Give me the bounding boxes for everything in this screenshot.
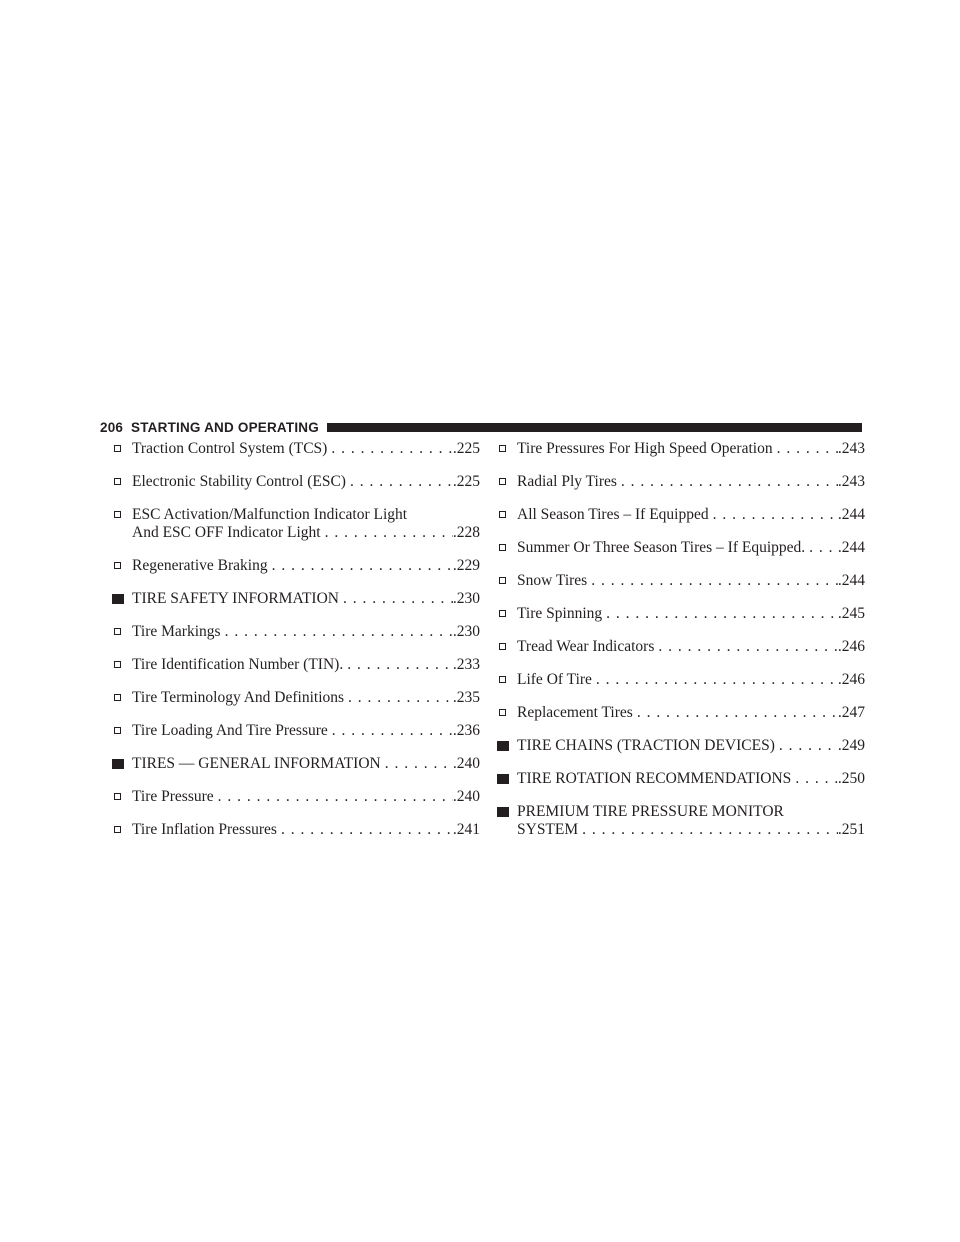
toc-line bbox=[517, 770, 865, 788]
toc-line bbox=[132, 506, 480, 524]
toc-subsection-entry[interactable] bbox=[497, 605, 865, 623]
toc-subsection-entry[interactable] bbox=[497, 572, 865, 590]
toc-page-number: .240 bbox=[452, 788, 480, 805]
toc-page-number: .246 bbox=[837, 671, 865, 688]
toc-page-number: .246 bbox=[837, 638, 865, 655]
toc-line bbox=[132, 440, 480, 458]
toc-title: Tire Pressure bbox=[132, 788, 214, 805]
toc-page-number: .243 bbox=[837, 440, 865, 457]
hollow-square-bullet-icon bbox=[499, 676, 506, 683]
toc-title: All Season Tires – If Equipped bbox=[517, 506, 709, 523]
toc-line bbox=[517, 638, 865, 656]
toc-line bbox=[517, 821, 865, 839]
toc-page-number: .244 bbox=[837, 572, 865, 589]
toc-title: Radial Ply Tires bbox=[517, 473, 617, 490]
toc-line bbox=[132, 557, 480, 575]
dot-leader bbox=[633, 704, 838, 722]
toc-page-number: .230 bbox=[452, 590, 480, 607]
hollow-square-bullet-icon bbox=[114, 628, 121, 635]
toc-title: TIRE SAFETY INFORMATION bbox=[132, 590, 339, 607]
toc-subsection-entry[interactable] bbox=[497, 671, 865, 689]
dot-leader bbox=[805, 539, 838, 557]
toc-title: Replacement Tires bbox=[517, 704, 633, 721]
toc-title: Tire Loading And Tire Pressure bbox=[132, 722, 328, 739]
dot-leader bbox=[381, 755, 453, 773]
toc-line bbox=[517, 704, 865, 722]
toc-page-number: .233 bbox=[452, 656, 480, 673]
toc-section-entry[interactable] bbox=[112, 755, 480, 773]
dot-leader bbox=[578, 821, 838, 839]
toc-line bbox=[517, 605, 865, 623]
toc-page-number: .235 bbox=[452, 689, 480, 706]
toc-page-number: .230 bbox=[452, 623, 480, 640]
toc-line bbox=[132, 722, 480, 740]
hollow-square-bullet-icon bbox=[499, 544, 506, 551]
toc-page-number: .245 bbox=[837, 605, 865, 622]
header-label: 206 STARTING AND OPERATING bbox=[100, 419, 319, 435]
toc-title: Summer Or Three Season Tires – If Equipped. bbox=[517, 539, 806, 556]
toc-subsection-entry[interactable] bbox=[497, 473, 865, 491]
toc-line bbox=[517, 440, 865, 458]
filled-square-bullet-icon bbox=[497, 774, 509, 784]
toc-section-entry[interactable] bbox=[112, 590, 480, 608]
toc-title: Life Of Tire bbox=[517, 671, 592, 688]
toc-title: Tire Identification Number (TIN). bbox=[132, 656, 344, 673]
toc-subsection-entry[interactable] bbox=[497, 704, 865, 722]
filled-square-bullet-icon bbox=[497, 741, 509, 751]
filled-square-bullet-icon bbox=[112, 759, 124, 769]
toc-line bbox=[517, 473, 865, 491]
toc-title: SYSTEM bbox=[517, 821, 579, 838]
dot-leader bbox=[346, 473, 453, 491]
toc-page-number: .243 bbox=[837, 473, 865, 490]
toc-title: Tread Wear Indicators bbox=[517, 638, 655, 655]
dot-leader bbox=[775, 737, 838, 755]
dot-leader bbox=[344, 689, 453, 707]
page-header bbox=[100, 416, 862, 438]
dot-leader bbox=[773, 440, 838, 458]
toc-title: Tire Terminology And Definitions bbox=[132, 689, 345, 706]
toc-subsection-entry[interactable] bbox=[112, 623, 480, 641]
toc-section-entry[interactable] bbox=[497, 737, 865, 755]
toc-line bbox=[132, 590, 480, 608]
hollow-square-bullet-icon bbox=[114, 793, 121, 800]
toc-subsection-entry[interactable] bbox=[497, 638, 865, 656]
dot-leader bbox=[602, 605, 838, 623]
toc-line bbox=[132, 656, 480, 674]
toc-title: Electronic Stability Control (ESC) bbox=[132, 473, 346, 490]
hollow-square-bullet-icon bbox=[499, 445, 506, 452]
toc-subsection-entry[interactable] bbox=[112, 506, 480, 542]
toc-title: Tire Inflation Pressures bbox=[132, 821, 277, 838]
dot-leader bbox=[327, 440, 453, 458]
hollow-square-bullet-icon bbox=[114, 511, 121, 518]
toc-title: TIRE CHAINS (TRACTION DEVICES) bbox=[517, 737, 775, 754]
toc-page-number: .249 bbox=[837, 737, 865, 754]
toc-line bbox=[132, 623, 480, 641]
filled-square-bullet-icon bbox=[112, 594, 124, 604]
dot-leader bbox=[654, 638, 838, 656]
toc-page-number: .244 bbox=[837, 506, 865, 523]
dot-leader bbox=[328, 722, 453, 740]
hollow-square-bullet-icon bbox=[499, 709, 506, 716]
dot-leader bbox=[587, 572, 838, 590]
dot-leader bbox=[221, 623, 453, 641]
dot-leader bbox=[343, 656, 453, 674]
hollow-square-bullet-icon bbox=[114, 826, 121, 833]
hollow-square-bullet-icon bbox=[114, 445, 121, 452]
dot-leader bbox=[791, 770, 838, 788]
hollow-square-bullet-icon bbox=[114, 694, 121, 701]
toc-subsection-entry[interactable] bbox=[112, 788, 480, 806]
toc-page-number: .251 bbox=[837, 821, 865, 838]
dot-leader bbox=[277, 821, 453, 839]
toc-line bbox=[132, 788, 480, 806]
toc-subsection-entry[interactable] bbox=[112, 821, 480, 839]
toc-column-right bbox=[497, 440, 865, 839]
toc-page-number: .250 bbox=[837, 770, 865, 787]
toc-line bbox=[132, 821, 480, 839]
toc-page-number: .240 bbox=[452, 755, 480, 772]
toc-subsection-entry[interactable] bbox=[112, 722, 480, 740]
toc-page-number: .236 bbox=[452, 722, 480, 739]
toc-page-number: .244 bbox=[837, 539, 865, 556]
toc-subsection-entry[interactable] bbox=[112, 440, 480, 458]
toc-column-left bbox=[112, 440, 480, 839]
toc-subsection-entry[interactable] bbox=[497, 539, 865, 557]
toc-page-number: .247 bbox=[837, 704, 865, 721]
toc-line bbox=[517, 506, 865, 524]
toc-line bbox=[132, 689, 480, 707]
dot-leader bbox=[214, 788, 453, 806]
toc-title: Tire Spinning bbox=[517, 605, 603, 622]
toc-title: TIRES — GENERAL INFORMATION bbox=[132, 755, 381, 772]
hollow-square-bullet-icon bbox=[499, 643, 506, 650]
hollow-square-bullet-icon bbox=[114, 478, 121, 485]
toc-title: Tire Markings bbox=[132, 623, 221, 640]
toc-subsection-entry[interactable] bbox=[112, 473, 480, 491]
filled-square-bullet-icon bbox=[497, 807, 509, 817]
toc-line bbox=[132, 524, 480, 542]
toc-section-entry[interactable] bbox=[497, 770, 865, 788]
toc-section-entry[interactable] bbox=[497, 803, 865, 839]
hollow-square-bullet-icon bbox=[499, 478, 506, 485]
toc-page-number: .229 bbox=[452, 557, 480, 574]
hollow-square-bullet-icon bbox=[499, 577, 506, 584]
toc-page-number: .241 bbox=[452, 821, 480, 838]
toc-page-number: .225 bbox=[452, 473, 480, 490]
toc-title: PREMIUM TIRE PRESSURE MONITOR bbox=[517, 803, 784, 820]
toc-page-number: .225 bbox=[452, 440, 480, 457]
toc-title: TIRE ROTATION RECOMMENDATIONS bbox=[517, 770, 792, 787]
toc-line bbox=[132, 473, 480, 491]
toc-title: Snow Tires bbox=[517, 572, 588, 589]
toc-line bbox=[517, 539, 865, 557]
hollow-square-bullet-icon bbox=[114, 661, 121, 668]
hollow-square-bullet-icon bbox=[499, 511, 506, 518]
toc-line bbox=[517, 572, 865, 590]
toc-title: Regenerative Braking bbox=[132, 557, 268, 574]
hollow-square-bullet-icon bbox=[114, 562, 121, 569]
dot-leader bbox=[321, 524, 453, 542]
toc-line bbox=[517, 737, 865, 755]
toc-line bbox=[517, 671, 865, 689]
toc-subsection-entry[interactable] bbox=[112, 656, 480, 674]
toc-page-number: .228 bbox=[452, 524, 480, 541]
dot-leader bbox=[617, 473, 838, 491]
toc-line bbox=[132, 755, 480, 773]
toc-title: ESC Activation/Malfunction Indicator Light bbox=[132, 506, 408, 523]
hollow-square-bullet-icon bbox=[114, 727, 121, 734]
dot-leader bbox=[268, 557, 453, 575]
toc-line bbox=[517, 803, 865, 821]
toc-title: Traction Control System (TCS) bbox=[132, 440, 328, 457]
toc-title: And ESC OFF Indicator Light bbox=[132, 524, 321, 541]
dot-leader bbox=[709, 506, 838, 524]
hollow-square-bullet-icon bbox=[499, 610, 506, 617]
dot-leader bbox=[592, 671, 838, 689]
header-rule bbox=[327, 423, 862, 432]
toc-subsection-entry[interactable] bbox=[497, 440, 865, 458]
toc-subsection-entry[interactable] bbox=[112, 689, 480, 707]
toc-subsection-entry[interactable] bbox=[497, 506, 865, 524]
toc-subsection-entry[interactable] bbox=[112, 557, 480, 575]
dot-leader bbox=[339, 590, 453, 608]
toc-title: Tire Pressures For High Speed Operation bbox=[517, 440, 773, 457]
